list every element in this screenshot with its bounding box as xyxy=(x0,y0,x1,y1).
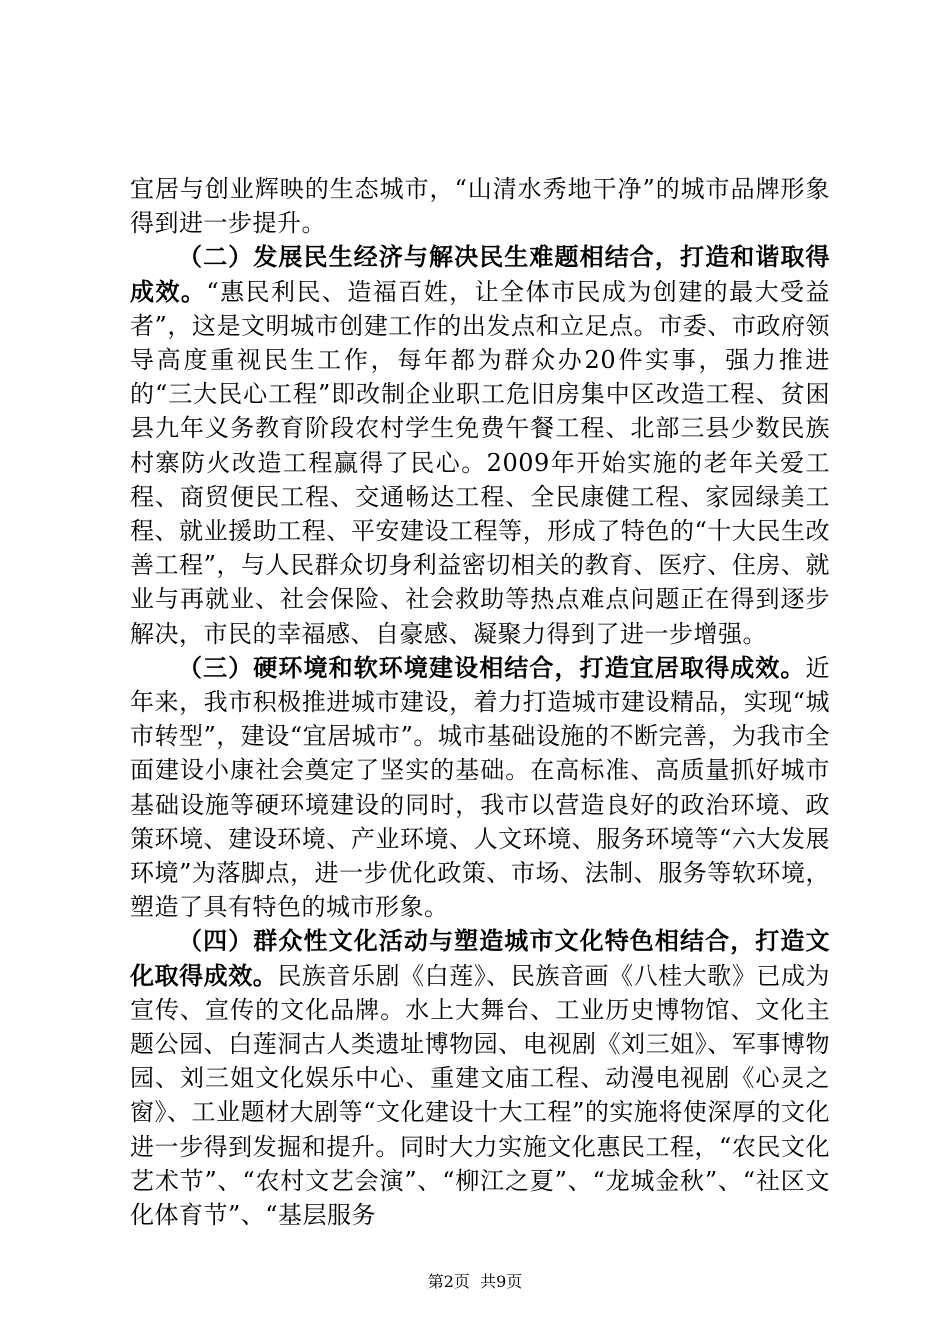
document-body xyxy=(130,172,830,1232)
page-total: 共9页 xyxy=(480,1272,523,1291)
section-heading: （三）硬环境和软环境建设相结合，打造宜居取得成效。 xyxy=(178,652,806,682)
section-heading: （四）群众性文化活动与塑造城市文化特色相结合，打造文化取得成效。 xyxy=(130,926,830,990)
paragraph-text: 近年来，我市积极推进城市建设，着力打造城市建设精品，实现“城市转型”，建设“宜居城市”。城市基础设施的不断完善，为我市全面建设小康社会奠定了坚实的基础。在高标准、高质量抓好城市基础设施等硬环境建设的同时，我市以营造良好的政治环境、政策环境、建设环境、产业环境、人文环境、服务环境等“六大发展环境”为落脚点，进一步优化政策、市场、法制、服务等软环境，塑造了具有特色的城市形象。 xyxy=(130,653,830,922)
page-footer xyxy=(0,1272,950,1292)
page-number: 第2页 xyxy=(427,1272,470,1291)
paragraph-continuation xyxy=(130,172,830,240)
paragraph-text: “惠民利民、造福百姓，让全体市民成为创建的最大受益者”，这是文明城市创建工作的出发点和立足点。市委、市政府领导高度重视民生工作，每年都为群众办20件实事，强力推进的“三大民心工程”即改制企业职工危旧房集中区改造工程、贫困县九年义务教育阶段农村学生免费午餐工程、北部三县少数民族村寨防火改造工程赢得了民心。2009年开始实施的老年关爱工程、商贸便民工程、交通畅达工程、全民康健工程、家园绿美工程、就业援助工程、平安建设工程等，形成了特色的“十大民生改善工程”，与人民群众切身利益密切相关的教育、医疗、住房、就业与再就业、社会保险、社会救助等热点难点问题正在得到逐步解决，市民的幸福感、自豪感、凝聚力得到了进一步增强。 xyxy=(130,277,830,648)
paragraph-text: 民族音乐剧《白莲》、民族音画《八桂大歌》已成为宣传、宣传的文化品牌。水上大舞台、工业历史博物馆、文化主题公园、白莲洞古人类遗址博物园、电视剧《刘三姐》、军事博物园、刘三姐文化娱乐中心、重建文庙工程、动漫电视剧《心灵之窗》、工业题材大剧等“文化建设十大工程”的实施将使深厚的文化进一步得到发掘和提升。同时大力实施文化惠民工程，“农民文化艺术节”、“农村文艺会演”、“柳江之夏”、“龙城金秋”、“社区文化体育节”、“基层服务 xyxy=(130,961,831,1230)
paragraph-section-3 xyxy=(130,651,830,925)
paragraph-section-2 xyxy=(130,240,830,650)
section-heading: （二）发展民生经济与解决民生难题相结合，打造和谐取得成效。 xyxy=(130,242,830,306)
paragraph-section-4 xyxy=(130,924,830,1232)
paragraph-text: 宜居与创业辉映的生态城市，“山清水秀地干净”的城市品牌形象得到进一步提升。 xyxy=(130,175,830,238)
